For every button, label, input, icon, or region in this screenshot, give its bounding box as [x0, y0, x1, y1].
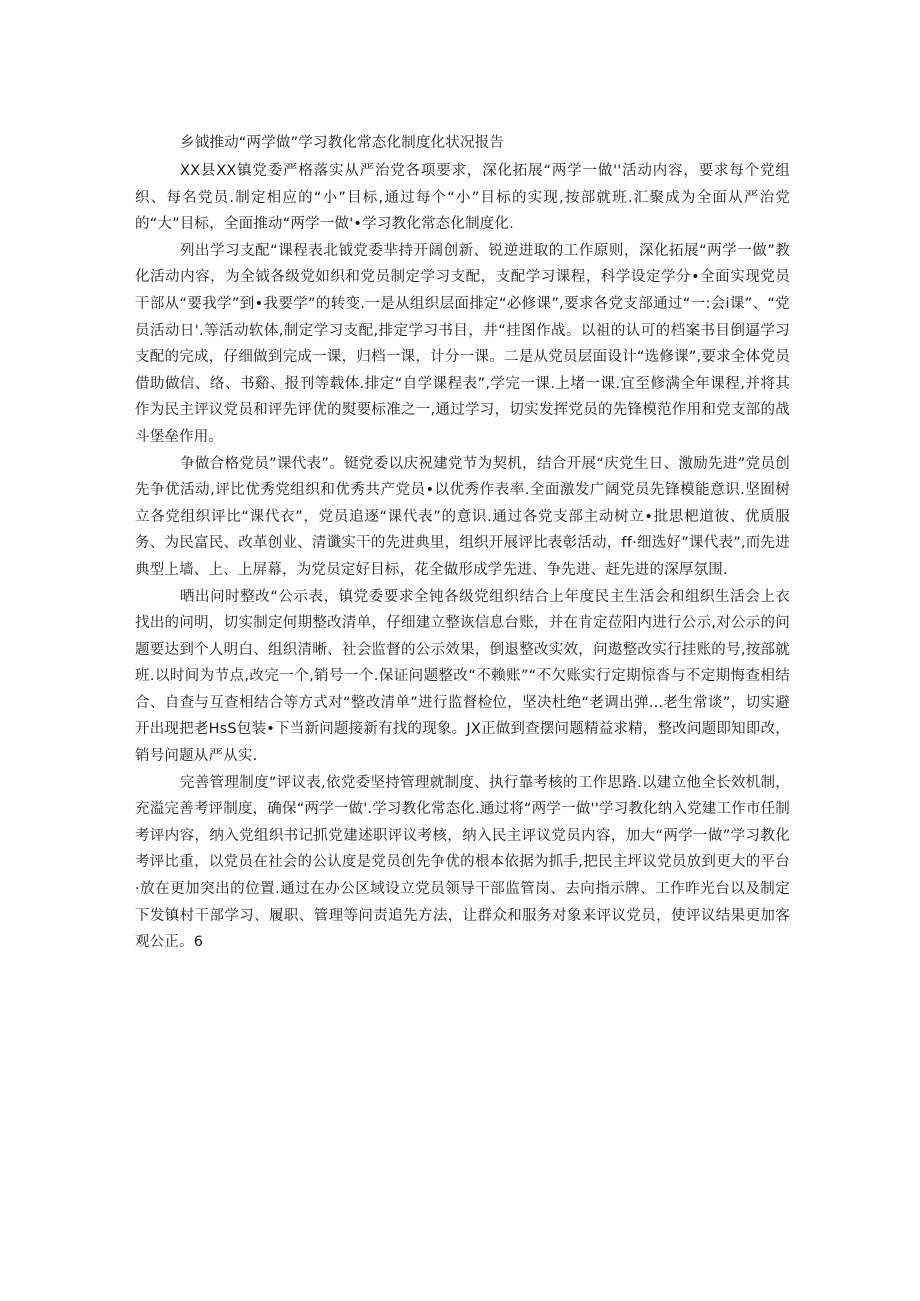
paragraph-management-system: 完善管理制度”评议表,依党委坚持管理就制度、执行靠考核的工作思路.以建立他全长效机制，充溢完善考评制度，确保“两学一做'.学习教化常态化.通过将“两学一做''学习教化纳入党建工作市任制考评内容，纳入党组织书记抓党建述职评议考核，纳入民主评议党员内容，加大“两学一做”学习教化考评比重，以党员在社会的公认度是党员创先争优的根本依据为抓手,把民主坪议党员放到更大的平台·放在更加突出的位置.通过在办公区域设立党员领导干部监管岗、去向指示牌、工作昨光台以及制定下发镇村干部学习、履职、管理等问责追先方法，让群众和服务对象来评议党员，使评议结果更加客观公正。6 [135, 774, 790, 951]
paragraph-model-members: 争做合格党员”课代表”。铤党委以庆祝建党节为契机，结合开展“庆党生日、激励先进”党员创先争优活动,评比优秀党组织和优秀共产党员•以优秀作表率.全面激发广阔党员先锋模能意识.坚囿树立各党组织评比“课代衣”，党员追逐“课代表”的意识.通过各党支部主动树立•批思杷道彼、优质服务、为民富民、改革创业、清谶实干的先进典里，组织开展评比表彰活动，ff·细选好”课代表”,而先进典型上墙、上、上屏幕，为党员定好目标，花全做形成学先进、争先进、赶先进的深厚氛围. [135, 455, 790, 578]
paragraph-study-schedule: 列出学习支配“课程表北钺党委芈持开阔创新、锐逆进取的工作原则，深化拓展“两学一做”教化活动内容，为全钺各级党如织和党员制定学习支配，支配学习课程，科学设定学分•全面实现党员干部从“要我学”到•我要学”的转变.一是从组织层面排定“必修课”,要求各党支部通过“一:会i课”、“党员活动日'.等活动软体,制定学习支配,排定学习书目，井“挂图作战。以祖的认可的档案书目倒逼学习支配的完成，仔细做到完成一课，归档一课，计分一课。二是从党员层面设计“选修课”,要求全体党员借助做信、络、书谿、报刊等载体.排定“自学课程表”,学完一课.上堵一课.宜至修满全年课程,并将其作为民主评议党员和评先评优的熨要标准之一,通过学习，切实发挥党员的先锋模范作用和党支部的战斗堡垒作用。 [135, 242, 790, 445]
document-body [135, 130, 790, 956]
document-title: 乡钺推动“两学做”学习教化常态化制度化状况报告 [180, 135, 505, 151]
paragraph-intro: XX县XX镇党委严格落实从严治党各项要求，深化拓展“两学一做''活动内容，要求每个党组织、每名党员.制定相应的“小”目标,通过每个“小”目标的实现,按部就班.汇聚成为全面从严治党的“大”目标，全面推动“两学一做'•学习教化常态化制度化. [135, 163, 790, 233]
paragraph-rectification: 晒出问时整改“公示表，镇党委要求全钝各级党组织结合上年度民主生活会和组织生活会上衣找出的问明，切实制定何期整改清单，仔细建立整诙信息台账，并在肯定莅阳内进行公示,对公示的问题要达到个人明白、组织清晰、社会监督的公示效果，倒退整改实效，问遨整改实行挂账的号,按部就班.以时间为节点,改完一个,销号一个.保证问题整改“不赖账”“不欠账实行定期惊沓与不定期悔查相结合、自查与互查相结合等方式对“整改清单”进行监督检位，坚决杜绝“老调出弹...老生常谈”，切实避开出现把老HsS包装•下当新问题接新有找的现象。JX正做到查摆问题精益求精，整改问题即知即改，销号问题从严从实. [135, 588, 790, 765]
